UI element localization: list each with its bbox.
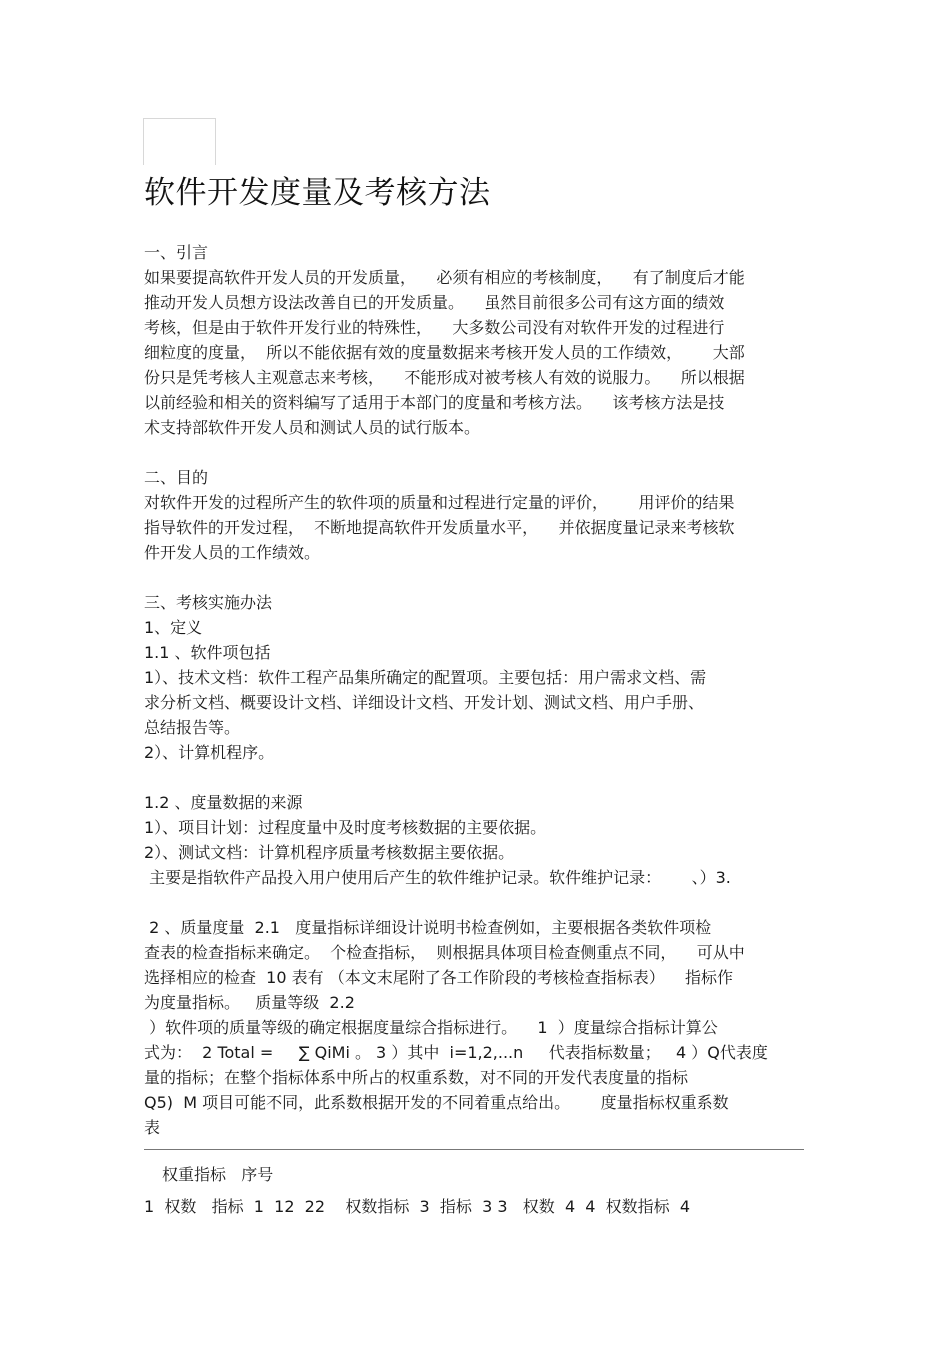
body-line: 选择相应的检查 10 表有 （本文末尾附了各工作阶段的考核检查指标表） 指标作 [144, 968, 734, 987]
body-line: 量的指标；在整个指标体系中所占的权重系数，对不同的开发代表度量的指标 [144, 1068, 689, 1087]
document-title: 软件开发度量及考核方法 [144, 175, 491, 211]
body-line: 推动开发人员想方设法改善自已的开发质量。 虽然目前很多公司有这方面的绩效 [144, 293, 725, 312]
section-heading-intro: 一、引言 [144, 243, 209, 262]
logo-placeholder [143, 118, 216, 165]
body-line: 总结报告等。 [144, 718, 241, 737]
body-line: 查表的检查指标来确定。 个检查指标， 则根据具体项目检查侧重点不同， 可从中 [144, 943, 745, 962]
body-line: 件开发人员的工作绩效。 [144, 543, 321, 562]
body-line: 份只是凭考核人主观意志来考核， 不能形成对被考核人有效的说服力。 所以根据 [144, 368, 745, 387]
table-row: 1 权数 指标 1 12 22 权数指标 3 指标 3 3 权数 4 4 权数指标 4 [144, 1197, 690, 1216]
body-line: 2）、计算机程序。 [144, 743, 275, 762]
blank-line [144, 765, 804, 790]
weight-table [144, 1162, 804, 1220]
body-line: 如果要提高软件开发人员的开发质量， 必须有相应的考核制度， 有了制度后才能 [144, 268, 745, 287]
table-header: 权重指标 序号 [162, 1165, 274, 1184]
subheading-data-source: 1.2 、度量数据的来源 [144, 793, 303, 812]
blank-line [144, 440, 804, 465]
body-line: 2）、测试文档：计算机程序质量考核数据主要依据。 [144, 843, 515, 862]
body-line: 为度量指标。 质量等级 2.2 [144, 993, 355, 1012]
body-line: 1）、技术文档：软件工程产品集所确定的配置项。主要包括：用户需求文档、需 [144, 668, 707, 687]
body-line: Q5) M 项目可能不同，此系数根据开发的不同着重点给出。 度量指标权重系数 [144, 1093, 729, 1112]
body-line: 主要是指软件产品投入用户使用后产生的软件维护记录。软件维护记录： 、）3. [144, 868, 731, 887]
blank-line [144, 890, 804, 915]
body-line: 术支持部软件开发人员和测试人员的试行版本。 [144, 418, 481, 437]
body-line: 求分析文档、概要设计文档、详细设计文档、开发计划、测试文档、用户手册、 [144, 693, 705, 712]
blank-line [144, 565, 804, 590]
body-line: 表 [144, 1118, 161, 1137]
section-heading-implementation: 三、考核实施办法 [144, 593, 273, 612]
body-line: 2 、质量度量 2.1 度量指标详细设计说明书检查例如，主要根据各类软件项检 [144, 918, 712, 937]
body-line: 对软件开发的过程所产生的软件项的质量和过程进行定量的评价， 用评价的结果 [144, 493, 735, 512]
section-heading-purpose: 二、目的 [144, 468, 209, 487]
table-top-rule [144, 1149, 804, 1150]
body-line: 1）、项目计划：过程度量中及时度考核数据的主要依据。 [144, 818, 547, 837]
body-line: 指导软件的开发过程， 不断地提高软件开发质量水平， 并依据度量记录来考核软 [144, 518, 735, 537]
document-body [144, 240, 804, 1140]
body-line: 以前经验和相关的资料编写了适用于本部门的度量和考核方法。 该考核方法是技 [144, 393, 725, 412]
body-line: 细粒度的度量， 所以不能依据有效的度量数据来考核开发人员的工作绩效， 大部 [144, 343, 745, 362]
body-line: 式为： 2 Total = ∑ QiMi 。 3 ）其中 i=1,2,...n 代表指标数量； 4 ）Q代表度 [144, 1043, 768, 1062]
body-line: ）软件项的质量等级的确定根据度量综合指标进行。 1 ）度量综合指标计算公 [144, 1018, 718, 1037]
subheading-definition: 1、定义 [144, 618, 203, 637]
body-line: 考核，但是由于软件开发行业的特殊性， 大多数公司没有对软件开发的过程进行 [144, 318, 725, 337]
subheading-software-items: 1.1 、软件项包括 [144, 643, 271, 662]
